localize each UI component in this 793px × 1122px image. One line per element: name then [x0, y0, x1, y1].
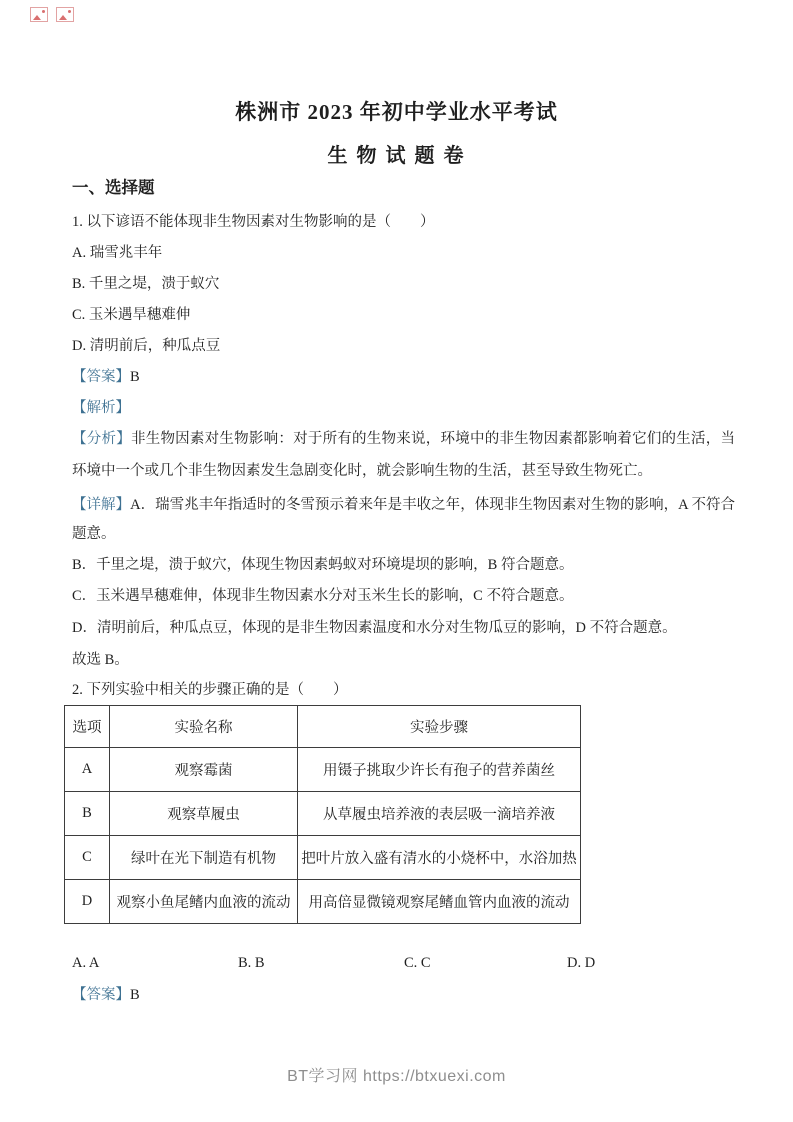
- question-1-detail-c: C．玉米遇旱穗难伸，体现非生物因素水分对玉米生长的影响，C 不符合题意。: [72, 588, 574, 604]
- question-2-stem: 2. 下列实验中相关的步骤正确的是（ ）: [72, 682, 348, 698]
- answer-value: B: [130, 369, 140, 385]
- experiment-table: [64, 705, 581, 924]
- table-row: [65, 836, 581, 880]
- question-2-choice-b: B. B: [238, 955, 265, 971]
- table-cell: 把叶片放入盛有清水的小烧杯中，水浴加热: [298, 836, 581, 880]
- table-header-cell: 实验名称: [110, 706, 298, 748]
- question-2-choice-c: C. C: [404, 955, 431, 971]
- watermark-footer: BT学习网 https://btxuexi.com: [287, 1068, 506, 1085]
- exam-title: 株洲市 2023 年初中学业水平考试: [235, 100, 558, 124]
- jiexi-label: 【解析】: [72, 400, 130, 416]
- table-cell: 观察霉菌: [110, 748, 298, 792]
- question-2-answer-line: [72, 980, 735, 1011]
- question-1-option-c: C. 玉米遇旱穗难伸: [72, 307, 191, 323]
- section-heading: 一、选择题: [72, 178, 155, 197]
- xiangjie-text: A．瑞雪兆丰年指适时的冬雪预示着来年是丰收之年，体现非生物因素对生物的影响，A 不符合题意。: [72, 497, 735, 542]
- table-cell: 绿叶在光下制造有机物: [110, 836, 298, 880]
- question-1-option-d: D. 清明前后，种瓜点豆: [72, 338, 221, 354]
- question-1-analysis-paragraph: [72, 424, 735, 487]
- fenxi-label: 【分析】: [72, 431, 131, 447]
- question-1-conclusion: 故选 B。: [72, 652, 129, 668]
- table-cell: C: [65, 836, 110, 880]
- table-cell: 用镊子挑取少许长有孢子的营养菌丝: [298, 748, 581, 792]
- question-1-detail-d: D．清明前后，种瓜点豆，体现的是非生物因素温度和水分对生物瓜豆的影响，D 不符合题意。: [72, 620, 677, 636]
- table-header-cell: 选项: [65, 706, 110, 748]
- question-1-option-a: A. 瑞雪兆丰年: [72, 245, 163, 261]
- table-row: [65, 880, 581, 924]
- question-2-choice-d: D. D: [567, 955, 596, 971]
- table-header-cell: 实验步骤: [298, 706, 581, 748]
- table-cell: 从草履虫培养液的表层吸一滴培养液: [298, 792, 581, 836]
- xiangjie-label: 【详解】: [72, 497, 131, 513]
- analysis-section-label: [72, 393, 735, 424]
- answer-value: B: [130, 987, 140, 1003]
- question-2-choice-a: A. A: [72, 955, 100, 971]
- table-row: [65, 792, 581, 836]
- table-cell: 观察小鱼尾鳍内血液的流动: [110, 880, 298, 924]
- question-1-stem: 1. 以下谚语不能体现非生物因素对生物影响的是（ ）: [72, 214, 435, 230]
- table-header-row: [65, 706, 581, 748]
- exam-subtitle: 生 物 试 题 卷: [327, 145, 466, 167]
- table-cell: 观察草履虫: [110, 792, 298, 836]
- table-cell: B: [65, 792, 110, 836]
- question-1-answer-line: [72, 362, 735, 393]
- question-1-option-b: B. 千里之堤，溃于蚁穴: [72, 276, 220, 292]
- answer-label: 【答案】: [72, 369, 130, 385]
- answer-label: 【答案】: [72, 987, 130, 1003]
- broken-image-icon: [30, 7, 48, 22]
- table-row: [65, 748, 581, 792]
- table-cell: A: [65, 748, 110, 792]
- table-cell: D: [65, 880, 110, 924]
- question-1-detail-b: B．千里之堤，溃于蚁穴，体现生物因素蚂蚁对环境堤坝的影响，B 符合题意。: [72, 557, 574, 573]
- broken-image-icon: [56, 7, 74, 22]
- question-1-detail-paragraph: [72, 491, 735, 549]
- table-cell: 用高倍显微镜观察尾鳍血管内血液的流动: [298, 880, 581, 924]
- fenxi-text: 非生物因素对生物影响：对于所有的生物来说，环境中的非生物因素都影响着它们的生活，当环境中一个或几个非生物因素发生急剧变化时，就会影响生物的生活，甚至导致生物死亡。: [72, 431, 736, 479]
